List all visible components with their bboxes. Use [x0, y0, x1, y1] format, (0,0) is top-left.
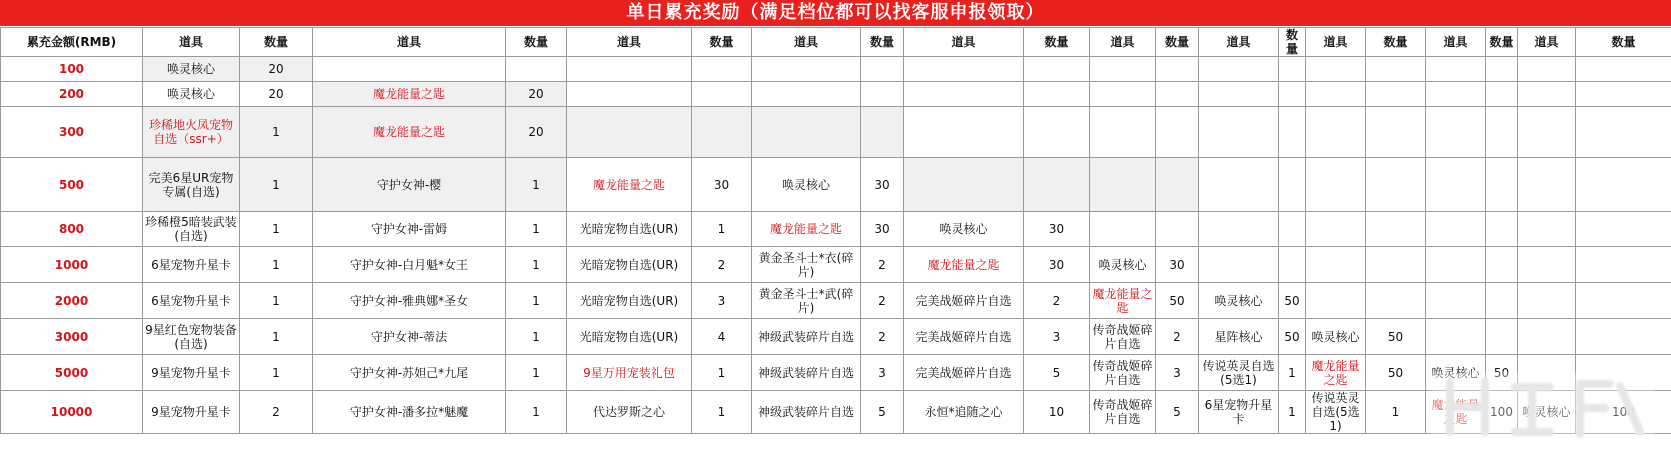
- quantity-cell: 1: [506, 355, 567, 391]
- empty-cell: [1156, 82, 1199, 107]
- amount-cell: 300: [1, 107, 143, 158]
- table-row: [1, 319, 1671, 355]
- empty-cell: [1199, 212, 1279, 247]
- item-cell: 6星宠物升星卡: [143, 283, 240, 319]
- header-item: 道具: [313, 28, 506, 57]
- empty-cell: [904, 107, 1024, 158]
- item-cell: 守护女神-雅典娜*圣女: [313, 283, 506, 319]
- quantity-cell: 30: [692, 158, 752, 212]
- empty-cell: [1199, 247, 1279, 283]
- amount-cell: 800: [1, 212, 143, 247]
- empty-cell: [1576, 107, 1671, 158]
- empty-cell: [752, 107, 861, 158]
- quantity-cell: 20: [240, 57, 313, 82]
- quantity-cell: 30: [861, 212, 904, 247]
- quantity-cell: 20: [240, 82, 313, 107]
- item-cell: 守护女神-樱: [313, 158, 506, 212]
- amount-cell: 10000: [1, 391, 143, 434]
- item-cell: 完美战姬碎片自选: [904, 319, 1024, 355]
- empty-cell: [1576, 355, 1671, 391]
- quantity-cell: 1: [240, 212, 313, 247]
- quantity-cell: 50: [1279, 283, 1306, 319]
- item-cell: 代达罗斯之心: [567, 391, 692, 434]
- empty-cell: [1279, 158, 1306, 212]
- empty-cell: [1518, 319, 1576, 355]
- table-row: [1, 158, 1671, 212]
- empty-cell: [567, 107, 692, 158]
- empty-cell: [1199, 107, 1279, 158]
- item-cell: 黄金圣斗士*衣(碎片): [752, 247, 861, 283]
- empty-cell: [1518, 107, 1576, 158]
- header-item: 道具: [567, 28, 692, 57]
- empty-cell: [1576, 82, 1671, 107]
- empty-cell: [1518, 82, 1576, 107]
- quantity-cell: 2: [240, 391, 313, 434]
- empty-cell: [1486, 158, 1518, 212]
- empty-cell: [1199, 57, 1279, 82]
- empty-cell: [313, 57, 506, 82]
- empty-cell: [567, 82, 692, 107]
- empty-cell: [1486, 212, 1518, 247]
- empty-cell: [1156, 107, 1199, 158]
- quantity-cell: 20: [506, 82, 567, 107]
- empty-cell: [1306, 283, 1366, 319]
- item-cell: 魔龙能量之匙: [752, 212, 861, 247]
- item-cell: 珍稀橙5暗装武装(自选): [143, 212, 240, 247]
- table-row: [1, 107, 1671, 158]
- item-cell: 守护女神-雷姆: [313, 212, 506, 247]
- empty-cell: [1486, 283, 1518, 319]
- empty-cell: [567, 57, 692, 82]
- empty-cell: [1199, 82, 1279, 107]
- header-quantity: 数量: [1024, 28, 1090, 57]
- item-cell: 守护女神-苏妲己*九尾: [313, 355, 506, 391]
- item-cell: 传奇战姬碎片自选: [1090, 319, 1156, 355]
- empty-cell: [1426, 283, 1486, 319]
- empty-cell: [752, 82, 861, 107]
- header-item: 道具: [1306, 28, 1366, 57]
- empty-cell: [1366, 283, 1426, 319]
- empty-cell: [1426, 107, 1486, 158]
- item-cell: 9星宠物升星卡: [143, 355, 240, 391]
- item-cell: 唤灵核心: [1306, 319, 1366, 355]
- empty-cell: [1576, 57, 1671, 82]
- item-cell: 光暗宠物自选(UR): [567, 283, 692, 319]
- quantity-cell: 1: [240, 107, 313, 158]
- amount-cell: 500: [1, 158, 143, 212]
- empty-cell: [1576, 283, 1671, 319]
- empty-cell: [1518, 57, 1576, 82]
- quantity-cell: 50: [1156, 283, 1199, 319]
- table-row: [1, 283, 1671, 319]
- quantity-cell: 100: [1576, 391, 1671, 434]
- item-cell: 唤灵核心: [1090, 247, 1156, 283]
- quantity-cell: 1: [240, 247, 313, 283]
- header-quantity: 数量: [1279, 28, 1306, 57]
- empty-cell: [506, 57, 567, 82]
- empty-cell: [1486, 82, 1518, 107]
- quantity-cell: 3: [861, 355, 904, 391]
- empty-cell: [1426, 158, 1486, 212]
- quantity-cell: 5: [1156, 391, 1199, 434]
- empty-cell: [1306, 82, 1366, 107]
- header-item: 道具: [904, 28, 1024, 57]
- empty-cell: [1366, 158, 1426, 212]
- item-cell: 神级武装碎片自选: [752, 391, 861, 434]
- table-row: [1, 247, 1671, 283]
- item-cell: 传奇战姬碎片自选: [1090, 391, 1156, 434]
- item-cell: 魔龙能量之匙: [567, 158, 692, 212]
- quantity-cell: 1: [240, 158, 313, 212]
- header-item: 道具: [1090, 28, 1156, 57]
- quantity-cell: 2: [1156, 319, 1199, 355]
- item-cell: 魔龙能量之匙: [904, 247, 1024, 283]
- quantity-cell: 1: [506, 319, 567, 355]
- quantity-cell: 1: [240, 355, 313, 391]
- empty-cell: [1366, 247, 1426, 283]
- table-row: [1, 82, 1671, 107]
- empty-cell: [1024, 82, 1090, 107]
- empty-cell: [904, 82, 1024, 107]
- empty-cell: [1366, 57, 1426, 82]
- quantity-cell: 1: [692, 391, 752, 434]
- item-cell: 完美6星UR宠物专属(自选): [143, 158, 240, 212]
- header-item: 道具: [143, 28, 240, 57]
- empty-cell: [1366, 82, 1426, 107]
- quantity-cell: 2: [861, 283, 904, 319]
- amount-cell: 100: [1, 57, 143, 82]
- item-cell: 黄金圣斗士*武(碎片): [752, 283, 861, 319]
- item-cell: 9星宠物升星卡: [143, 391, 240, 434]
- item-cell: 永恒*追随之心: [904, 391, 1024, 434]
- item-cell: 魔龙能量之匙: [1090, 283, 1156, 319]
- header-quantity: 数量: [506, 28, 567, 57]
- item-cell: 唤灵核心: [752, 158, 861, 212]
- empty-cell: [1090, 82, 1156, 107]
- quantity-cell: 1: [506, 212, 567, 247]
- empty-cell: [1279, 247, 1306, 283]
- empty-cell: [1306, 57, 1366, 82]
- quantity-cell: 4: [692, 319, 752, 355]
- empty-cell: [1024, 107, 1090, 158]
- quantity-cell: 30: [1156, 247, 1199, 283]
- item-cell: 唤灵核心: [143, 82, 240, 107]
- empty-cell: [1199, 158, 1279, 212]
- item-cell: 光暗宠物自选(UR): [567, 212, 692, 247]
- header-quantity: 数量: [861, 28, 904, 57]
- empty-cell: [1306, 107, 1366, 158]
- table-row: [1, 57, 1671, 82]
- item-cell: 魔龙能量之匙: [313, 82, 506, 107]
- quantity-cell: 3: [692, 283, 752, 319]
- quantity-cell: 30: [1024, 247, 1090, 283]
- reward-table: [0, 27, 1671, 434]
- quantity-cell: 2: [861, 247, 904, 283]
- amount-cell: 5000: [1, 355, 143, 391]
- item-cell: 守护女神-潘多拉*魅魔: [313, 391, 506, 434]
- quantity-cell: 1: [692, 212, 752, 247]
- empty-cell: [861, 57, 904, 82]
- table-title: 单日累充奖励（满足档位都可以找客服申报领取）: [0, 0, 1671, 26]
- table-row: [1, 391, 1671, 434]
- item-cell: 星阵核心: [1199, 319, 1279, 355]
- empty-cell: [1576, 158, 1671, 212]
- header-quantity: 数量: [692, 28, 752, 57]
- quantity-cell: 10: [1024, 391, 1090, 434]
- quantity-cell: 50: [1366, 319, 1426, 355]
- header-quantity: 数量: [1366, 28, 1426, 57]
- item-cell: 完美战姬碎片自选: [904, 283, 1024, 319]
- empty-cell: [1486, 107, 1518, 158]
- empty-cell: [1279, 82, 1306, 107]
- header-quantity: 数量: [1156, 28, 1199, 57]
- empty-cell: [1279, 57, 1306, 82]
- quantity-cell: 5: [1024, 355, 1090, 391]
- item-cell: 完美战姬碎片自选: [904, 355, 1024, 391]
- quantity-cell: 100: [1486, 391, 1518, 434]
- header-quantity: 数量: [1576, 28, 1671, 57]
- header-item: 道具: [1426, 28, 1486, 57]
- item-cell: 传说英灵自选(5选1): [1199, 355, 1279, 391]
- empty-cell: [1518, 283, 1576, 319]
- empty-cell: [1518, 247, 1576, 283]
- empty-cell: [1306, 158, 1366, 212]
- empty-cell: [1576, 212, 1671, 247]
- item-cell: 光暗宠物自选(UR): [567, 247, 692, 283]
- quantity-cell: 2: [1024, 283, 1090, 319]
- empty-cell: [904, 57, 1024, 82]
- empty-cell: [1576, 319, 1671, 355]
- empty-cell: [1426, 57, 1486, 82]
- quantity-cell: 50: [1486, 355, 1518, 391]
- quantity-cell: 1: [506, 247, 567, 283]
- empty-cell: [1518, 158, 1576, 212]
- table-row: [1, 212, 1671, 247]
- quantity-cell: 5: [861, 391, 904, 434]
- item-cell: 神级武装碎片自选: [752, 319, 861, 355]
- item-cell: 唤灵核心: [1518, 391, 1576, 434]
- item-cell: 魔龙能量之匙: [1306, 355, 1366, 391]
- header-item: 道具: [1518, 28, 1576, 57]
- empty-cell: [1156, 212, 1199, 247]
- quantity-cell: 2: [861, 319, 904, 355]
- header-item: 道具: [1199, 28, 1279, 57]
- item-cell: 9星红色宠物装备(自选): [143, 319, 240, 355]
- empty-cell: [1156, 158, 1199, 212]
- quantity-cell: 1: [1279, 391, 1306, 434]
- amount-cell: 200: [1, 82, 143, 107]
- empty-cell: [904, 158, 1024, 212]
- empty-cell: [692, 57, 752, 82]
- empty-cell: [1279, 212, 1306, 247]
- item-cell: 神级武装碎片自选: [752, 355, 861, 391]
- header-item: 道具: [752, 28, 861, 57]
- quantity-cell: 50: [1279, 319, 1306, 355]
- item-cell: 魔龙能量之匙: [313, 107, 506, 158]
- empty-cell: [1024, 158, 1090, 212]
- item-cell: 唤灵核心: [143, 57, 240, 82]
- empty-cell: [861, 82, 904, 107]
- item-cell: 守护女神-蒂法: [313, 319, 506, 355]
- empty-cell: [1090, 57, 1156, 82]
- quantity-cell: 1: [506, 391, 567, 434]
- empty-cell: [692, 107, 752, 158]
- empty-cell: [1366, 107, 1426, 158]
- item-cell: 6星宠物升星卡: [1199, 391, 1279, 434]
- quantity-cell: 20: [506, 107, 567, 158]
- quantity-cell: 30: [861, 158, 904, 212]
- header-quantity: 数量: [1486, 28, 1518, 57]
- item-cell: 传奇战姬碎片自选: [1090, 355, 1156, 391]
- item-cell: 魔龙能量之匙: [1426, 391, 1486, 434]
- quantity-cell: 1: [240, 319, 313, 355]
- item-cell: 唤灵核心: [1426, 355, 1486, 391]
- empty-cell: [1090, 212, 1156, 247]
- empty-cell: [1426, 319, 1486, 355]
- empty-cell: [1486, 247, 1518, 283]
- quantity-cell: 3: [1156, 355, 1199, 391]
- amount-cell: 2000: [1, 283, 143, 319]
- quantity-cell: 1: [240, 283, 313, 319]
- empty-cell: [1518, 212, 1576, 247]
- quantity-cell: 2: [692, 247, 752, 283]
- empty-cell: [1426, 82, 1486, 107]
- header-row: [1, 28, 1671, 57]
- item-cell: 唤灵核心: [904, 212, 1024, 247]
- item-cell: 光暗宠物自选(UR): [567, 319, 692, 355]
- item-cell: 6星宠物升星卡: [143, 247, 240, 283]
- empty-cell: [1306, 247, 1366, 283]
- quantity-cell: 50: [1366, 355, 1426, 391]
- empty-cell: [1518, 355, 1576, 391]
- quantity-cell: 3: [1024, 319, 1090, 355]
- empty-cell: [1279, 107, 1306, 158]
- item-cell: 守护女神-白月魁*女王: [313, 247, 506, 283]
- quantity-cell: 1: [692, 355, 752, 391]
- empty-cell: [861, 107, 904, 158]
- empty-cell: [1486, 57, 1518, 82]
- quantity-cell: 30: [1024, 212, 1090, 247]
- header-amount: 累充金额(RMB): [1, 28, 143, 57]
- amount-cell: 3000: [1, 319, 143, 355]
- quantity-cell: 1: [1366, 391, 1426, 434]
- empty-cell: [1306, 212, 1366, 247]
- empty-cell: [752, 57, 861, 82]
- empty-cell: [1156, 57, 1199, 82]
- empty-cell: [692, 82, 752, 107]
- quantity-cell: 1: [506, 158, 567, 212]
- empty-cell: [1486, 319, 1518, 355]
- empty-cell: [1090, 158, 1156, 212]
- item-cell: 唤灵核心: [1199, 283, 1279, 319]
- quantity-cell: 1: [1279, 355, 1306, 391]
- quantity-cell: 1: [506, 283, 567, 319]
- empty-cell: [1024, 57, 1090, 82]
- empty-cell: [1426, 247, 1486, 283]
- amount-cell: 1000: [1, 247, 143, 283]
- item-cell: 珍稀地火凤宠物自选（ssr+）: [143, 107, 240, 158]
- table-row: [1, 355, 1671, 391]
- item-cell: 传说英灵自选(5选1): [1306, 391, 1366, 434]
- empty-cell: [1090, 107, 1156, 158]
- empty-cell: [1576, 247, 1671, 283]
- empty-cell: [1366, 212, 1426, 247]
- item-cell: 9星万用宠装礼包: [567, 355, 692, 391]
- empty-cell: [1426, 212, 1486, 247]
- header-quantity: 数量: [240, 28, 313, 57]
